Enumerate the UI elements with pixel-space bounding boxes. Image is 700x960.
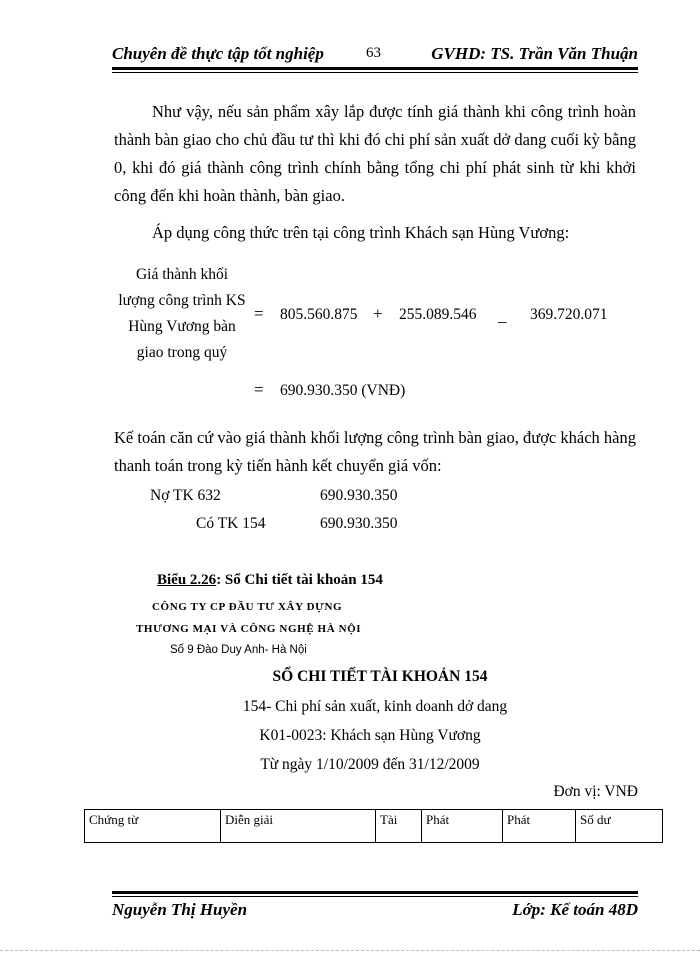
- company-name-line-2: THƯƠNG MẠI VÀ CÔNG NGHỆ HÀ NỘI: [136, 623, 362, 635]
- exhibit-title-text: : Sổ Chi tiết tài khoản 154: [216, 572, 383, 588]
- formula-value-3: 369.720.071: [530, 306, 608, 323]
- formula-result: 690.930.350 (VNĐ): [280, 382, 406, 399]
- formula-equals-2: =: [254, 380, 264, 399]
- ledger-project: K01-0023: Khách sạn Hùng Vương: [259, 727, 481, 744]
- journal-debit-amount: 690.930.350: [320, 487, 398, 504]
- exhibit-label: Biểu 2.26: [157, 572, 217, 588]
- formula-label: [112, 262, 252, 366]
- header-left: Chuyên đề thực tập tốt nghiệp: [112, 44, 324, 63]
- ledger-period: Từ ngày 1/10/2009 đến 31/12/2009: [260, 756, 480, 773]
- formula-label-line-1: Giá thành khối: [135, 266, 229, 283]
- header-rule-thin: [112, 72, 638, 73]
- formula-value-1: 805.560.875: [280, 306, 358, 323]
- formula-equals-1: =: [254, 304, 264, 323]
- formula-label-line-4: giao trong quý: [136, 344, 228, 361]
- col-balance: Số dư: [576, 810, 663, 843]
- company-address: Số 9 Đào Duy Anh- Hà Nội: [170, 644, 307, 656]
- footer-right: Lớp: Kế toán 48D: [512, 900, 638, 919]
- company-name-line-1: CÔNG TY CP ĐẦU TƯ XÂY DỰNG: [152, 601, 343, 613]
- paragraph-1-rest: thành bàn giao cho chủ đầu tư thì khi đó chi phí sản xuất dở dang cuối kỳ bằng 0, khi đó giá thành công trình chính bằng tổng chi phí phát sinh từ khi khởi công đến khi hoàn thành, bàn giao.: [114, 130, 636, 205]
- paragraph-2: Kế toán căn cứ vào giá thành khối lượng công trình bàn giao, được khách hàng thanh toán trong kỳ tiến hành kết chuyển giá vốn:: [114, 428, 636, 475]
- journal-credit-amount: 690.930.350: [320, 515, 398, 532]
- ledger-subtitle: 154- Chi phí sản xuất, kinh doanh dở dang: [242, 698, 508, 715]
- footer-rule-thin: [112, 896, 638, 897]
- formula-value-2: 255.089.546: [399, 306, 477, 323]
- col-voucher: Chứng từ: [85, 810, 221, 843]
- ledger-header-row: [85, 810, 663, 843]
- footer-rule: [112, 891, 638, 894]
- journal-debit-account: Nợ TK 632: [150, 487, 221, 504]
- footer-left: Nguyễn Thị Huyền: [112, 900, 248, 919]
- ledger-unit: Đơn vị: VNĐ: [553, 783, 638, 800]
- header-rule: [112, 67, 638, 70]
- page-number: 63: [366, 45, 381, 61]
- col-description: Diễn giải: [221, 810, 376, 843]
- ledger-table: [84, 809, 663, 843]
- ledger-title: SỔ CHI TIẾT TÀI KHOẢN 154: [272, 668, 488, 685]
- page-edge: [0, 950, 700, 951]
- formula-label-line-2: lượng công trình KS: [118, 292, 246, 309]
- header-right: GVHD: TS. Trần Văn Thuận: [431, 44, 638, 63]
- formula-label-line-3: Hùng Vương bàn: [128, 318, 236, 335]
- journal-credit-account: Có TK 154: [196, 515, 266, 532]
- col-account: Tài: [376, 810, 422, 843]
- formula-minus: _: [498, 306, 507, 325]
- paragraph-1-first-line: Như vậy, nếu sản phẩm xây lắp được tính giá thành khi công trình hoàn: [152, 102, 636, 121]
- paragraph-1: [114, 98, 636, 210]
- exhibit-title: [157, 572, 383, 589]
- col-debit: Phát: [422, 810, 503, 843]
- col-credit: Phát: [503, 810, 576, 843]
- formula-plus: +: [373, 304, 383, 323]
- apply-line: Áp dụng công thức trên tại công trình Khách sạn Hùng Vương:: [152, 223, 570, 242]
